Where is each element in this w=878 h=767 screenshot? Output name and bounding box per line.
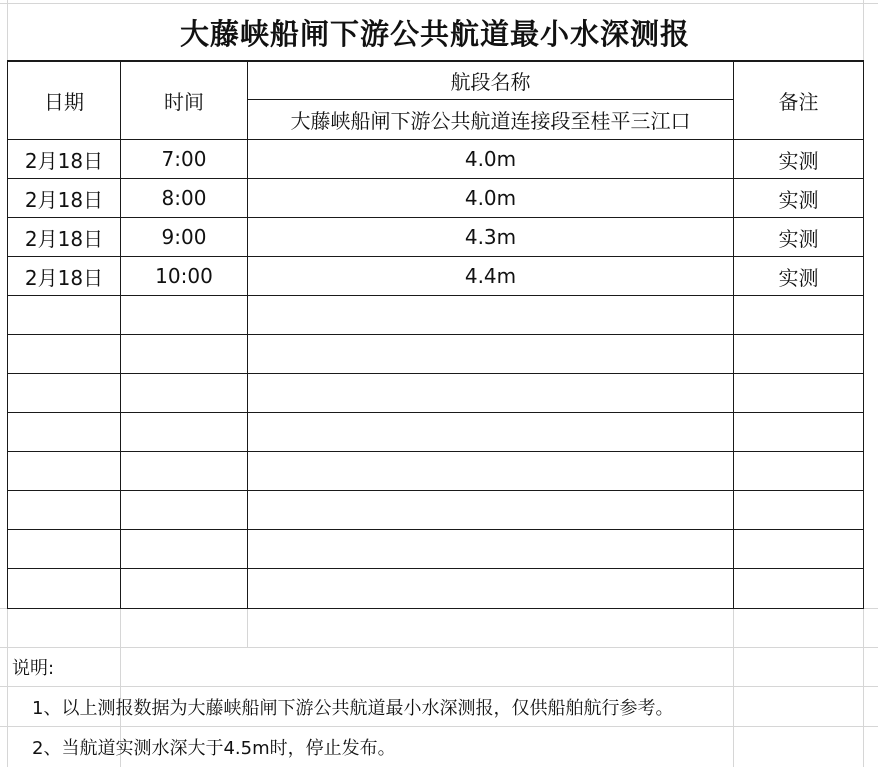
cell-depth: 4.3m — [464, 225, 517, 249]
table-border — [7, 334, 864, 335]
cell-remark: 实测 — [778, 187, 819, 212]
table-border — [7, 608, 864, 609]
table-border — [7, 490, 864, 491]
table-border — [7, 295, 864, 296]
table-border — [7, 451, 864, 452]
grid-line — [247, 608, 248, 648]
cell-depth: 4.0m — [464, 147, 517, 171]
header-date: 日期 — [44, 90, 84, 114]
table-border — [7, 529, 864, 530]
note-item: 1、以上测报数据为大藤峡船闸下游公共航道最小水深测报，仅供船舶航行参考。 — [32, 697, 674, 719]
table-border — [7, 568, 864, 569]
cell-time: 9:00 — [161, 225, 207, 249]
cell-date: 2月18日 — [24, 187, 104, 212]
header-remark: 备注 — [778, 90, 819, 114]
grid-line — [733, 608, 734, 767]
cell-date: 2月18日 — [24, 265, 104, 290]
header-segment-group: 航段名称 — [450, 70, 531, 94]
cell-remark: 实测 — [778, 265, 819, 290]
header-time: 时间 — [164, 90, 204, 114]
cell-time: 10:00 — [155, 264, 213, 288]
page-title: 大藤峡船闸下游公共航道最小水深测报 — [179, 16, 690, 51]
cell-time: 7:00 — [161, 147, 207, 171]
cell-date: 2月18日 — [24, 148, 104, 173]
table-border — [7, 412, 864, 413]
note-item: 2、当航道实测水深大于4.5m时，停止发布。 — [32, 737, 396, 759]
cell-remark: 实测 — [778, 226, 819, 251]
cell-depth: 4.4m — [464, 264, 517, 288]
cell-date: 2月18日 — [24, 226, 104, 251]
cell-time: 8:00 — [161, 186, 207, 210]
grid-line — [0, 647, 878, 648]
header-segment: 大藤峡船闸下游公共航道连接段至桂平三江口 — [290, 109, 691, 133]
notes-label: 说明: — [12, 658, 55, 679]
cell-depth: 4.0m — [464, 186, 517, 210]
table-border — [7, 373, 864, 374]
cell-remark: 实测 — [778, 148, 819, 173]
